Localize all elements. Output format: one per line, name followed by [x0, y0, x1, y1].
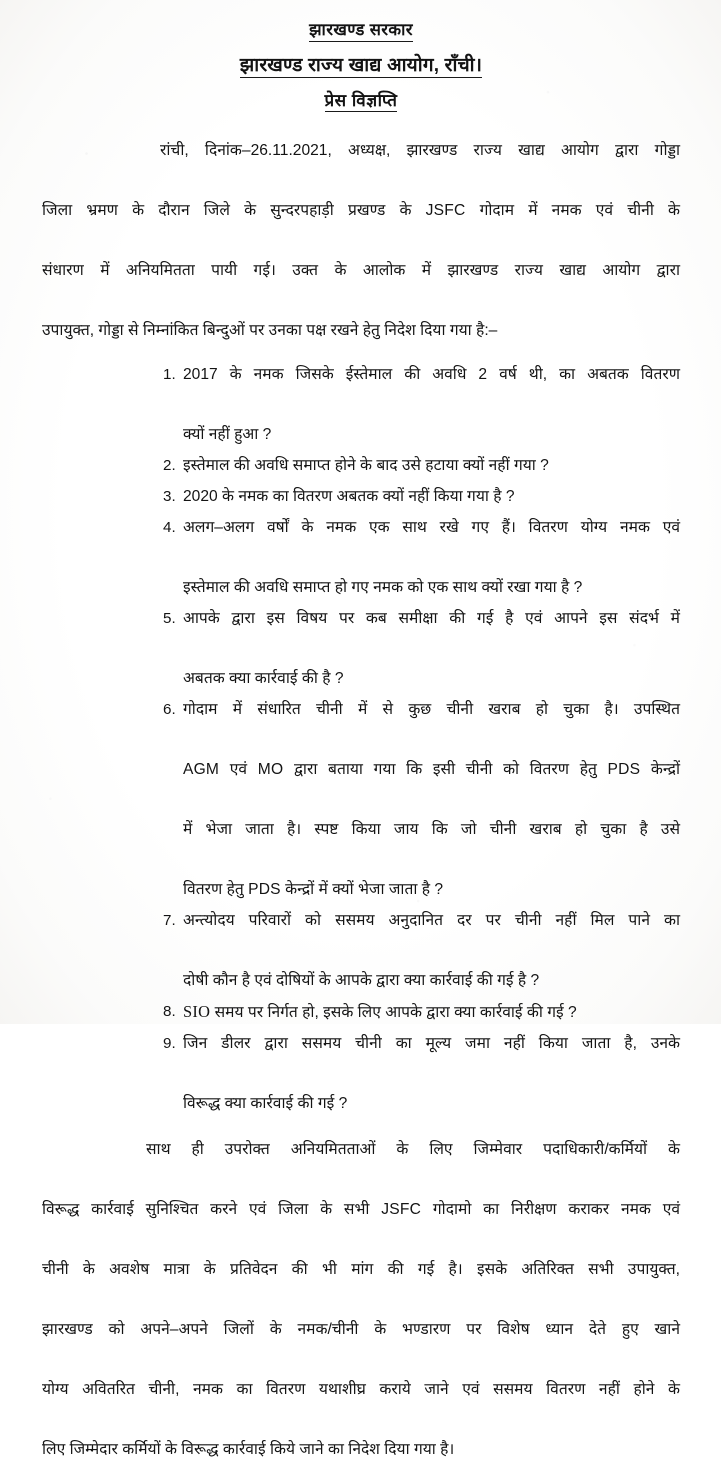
list-item-line: अबतक क्या कार्रवाई की है ? — [183, 669, 344, 687]
list-item-line: अलग–अलग वर्षों के नमक एक साथ रखे गए हैं। वितरण योग्य नमक एवं — [183, 518, 680, 536]
document-body — [42, 0, 680, 1458]
list-item-line: आपके द्वारा इस विषय पर कब समीक्षा की गई है एवं आपने इस संदर्भ में — [183, 609, 680, 627]
list-item — [163, 906, 680, 996]
closing-paragraph-line: योग्य अवितरित चीनी, नमक का वितरण यथाशीघ्र कराये जाने एवं ससमय वितरण नहीं होने के — [42, 1380, 680, 1398]
list-item-number: 5. — [163, 609, 176, 627]
list-item-number: 3. — [163, 487, 176, 505]
lead-paragraph-line: रांची, दिनांक–26.11.2021, अध्यक्ष, झारखण्ड राज्य खाद्य आयोग द्वारा गोड्डा — [160, 141, 680, 159]
list-item-number: 1. — [163, 365, 176, 383]
list-item-line: दोषी कौन है एवं दोषियों के आपके द्वारा क्या कार्रवाई की गई है ? — [183, 971, 540, 989]
list-item-number: 4. — [163, 518, 176, 536]
closing-paragraph-line: लिए जिम्मेदार कर्मियों के विरूद्ध कार्रवाई किये जाने का निदेश दिया गया है। — [42, 1440, 455, 1458]
list-item — [163, 451, 680, 481]
list-item-number: 8. — [163, 1002, 176, 1020]
heading-commission — [42, 56, 680, 78]
acronym-jsfc: JSFC — [425, 201, 466, 219]
lead-paragraph-line: उपायुक्त, गोड्डा से निम्नांकित बिन्दुओं पर उनका पक्ष रखने हेतु निदेश दिया गया है:– — [42, 321, 498, 339]
list-item — [163, 360, 680, 450]
list-item — [163, 695, 680, 905]
document-header — [42, 0, 680, 112]
list-item-line: अन्त्योदय परिवारों को ससमय अनुदानित दर पर चीनी नहीं मिल पाने का — [183, 911, 680, 929]
acronym-sio: SIO — [183, 1001, 211, 1021]
closing-paragraph — [42, 1135, 680, 1465]
acronym-mo: MO — [257, 760, 284, 778]
list-item-line: क्यों नहीं हुआ ? — [183, 425, 272, 443]
list-item-line: 2017 के नमक जिसके ईस्तेमाल की अवधि 2 वर्ष थी, का अबतक वितरण — [183, 365, 680, 383]
list-item — [163, 513, 680, 603]
lead-paragraph — [42, 136, 680, 346]
heading-government — [42, 22, 680, 42]
heading-government-text: झारखण्ड सरकार — [309, 22, 413, 42]
list-item — [163, 604, 680, 694]
heading-commission-text: झारखण्ड राज्य खाद्य आयोग, राँची। — [239, 54, 483, 76]
heading-press-release-text: प्रेस विज्ञप्ति — [324, 90, 398, 110]
lead-paragraph-line: संधारण में अनियमितता पायी गई। उक्त के आलोक में झारखण्ड राज्य खाद्य आयोग द्वारा — [42, 261, 680, 279]
list-item-line: गोदाम में संधारित चीनी में से कुछ चीनी खराब हो चुका है। उपस्थित — [183, 700, 680, 718]
list-item-number: 7. — [163, 911, 176, 929]
list-item — [163, 1029, 680, 1119]
list-item-line: विरूद्ध क्या कार्रवाई की गई ? — [183, 1094, 348, 1112]
list-item-line: इस्तेमाल की अवधि समाप्त होने के बाद उसे हटाया क्यों नहीं गया ? — [183, 456, 549, 474]
list-item — [163, 482, 680, 512]
list-item — [163, 997, 680, 1028]
questions-list — [42, 360, 680, 1119]
closing-paragraph-line: चीनी के अवशेष मात्रा के प्रतिवेदन की भी मांग की गई है। इसके अतिरिक्त सभी उपायुक्त, — [42, 1260, 680, 1278]
list-item-line: में भेजा जाता है। स्पष्ट किया जाय कि जो चीनी खराब हो चुका है उसे — [183, 820, 680, 838]
list-item-line: जिन डीलर द्वारा ससमय चीनी का मूल्य जमा नहीं किया जाता है, उनके — [183, 1034, 680, 1052]
lead-paragraph-line: जिला भ्रमण के दौरान जिले के सुन्दरपहाड़ी प्रखण्ड के JSFC गोदाम में नमक एवं चीनी के — [42, 201, 680, 219]
list-item-line: SIO समय पर निर्गत हो, इसके लिए आपके द्वारा क्या कार्रवाई की गई ? — [183, 1001, 577, 1021]
acronym-jsfc: JSFC — [381, 1200, 422, 1218]
list-item-number: 9. — [163, 1034, 176, 1052]
list-item-line: इस्तेमाल की अवधि समाप्त हो गए नमक को एक साथ क्यों रखा गया है ? — [183, 578, 583, 596]
list-item-line: AGM एवं MO द्वारा बताया गया कि इसी चीनी को वितरण हेतु PDS केन्द्रों — [183, 760, 680, 778]
list-item-line: वितरण हेतु PDS केन्द्रों में क्यों भेजा जाता है ? — [183, 880, 444, 898]
list-item-line: 2020 के नमक का वितरण अबतक क्यों नहीं किया गया है ? — [183, 487, 515, 505]
closing-paragraph-line: झारखण्ड को अपने–अपने जिलों के नमक/चीनी के भण्डारण पर विशेष ध्यान देते हुए खाने — [42, 1320, 680, 1338]
acronym-pds: PDS — [248, 880, 281, 898]
closing-paragraph-line: साथ ही उपरोक्त अनियमितताओं के लिए जिम्मेवार पदाधिकारी/कर्मियों के — [146, 1140, 680, 1158]
acronym-agm: AGM — [183, 760, 220, 778]
acronym-pds: PDS — [607, 760, 641, 778]
heading-press-release — [42, 92, 680, 112]
closing-paragraph-line: विरूद्ध कार्रवाई सुनिश्चित करने एवं जिला के सभी JSFC गोदामो का निरीक्षण कराकर नमक एवं — [42, 1200, 680, 1218]
list-item-number: 2. — [163, 456, 176, 474]
list-item-number: 6. — [163, 700, 176, 718]
